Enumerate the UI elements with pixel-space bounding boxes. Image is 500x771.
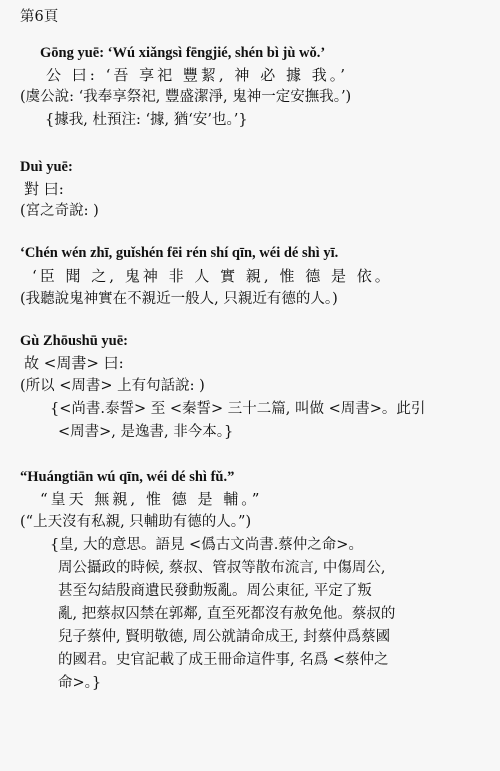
note-line: <周書>, 是逸書, 非今本。} <box>58 424 234 440</box>
hanzi-line: ‘臣 聞 之, 鬼神 非 人 實 親, 惟 德 是 依。 <box>32 267 393 285</box>
pinyin-line: Gù Zhōushū yuē: <box>20 333 128 349</box>
note-line: 甚至勾結殷商遺民發動叛亂。周公東征, 平定了叛 <box>58 583 372 599</box>
hanzi-line: 故 <周書> 曰: <box>24 354 124 372</box>
note-line: 兒子蔡仲, 賢明敬德, 周公就請命成王, 封蔡仲爲蔡國 <box>58 629 391 645</box>
note-line: {據我, 杜預注: ‘據, 猶‘安’也。’} <box>45 112 248 128</box>
note-line: 周公攝政的時候, 蔡叔、管叔等散布流言, 中傷周公, <box>58 560 386 576</box>
note-line: {<尚書.泰誓> 至 <秦誓> 三十二篇, 叫做 <周書>。此引 <box>50 401 426 417</box>
paraphrase-line: (我聽說鬼神實在不親近一般人, 只親近有德的人。) <box>20 291 338 307</box>
note-line: {皇, 大的意思。語見 <僞古文尚書.蔡仲之命>。 <box>50 537 363 553</box>
hanzi-line: 公 曰: ‘吾 享祀 豐絜, 神 必 據 我。’ <box>46 66 349 84</box>
note-line: 的國君。史官記載了成王冊命這件事, 名爲 <蔡仲之 <box>58 652 389 668</box>
paraphrase-line: (“上天沒有私親, 只輔助有德的人。”) <box>20 514 252 530</box>
pinyin-line: “Huángtiān wú qīn, wéi dé shì fǔ.” <box>20 469 235 485</box>
paraphrase-line: (宮之奇說: ) <box>20 203 99 219</box>
hanzi-line: “皇天 無親, 惟 德 是 輔。” <box>40 490 263 508</box>
page-header: 第6頁 <box>20 9 59 25</box>
hanzi-line: 對 曰: <box>24 180 64 198</box>
paraphrase-line: (虞公說: ‘我奉享祭祀, 豐盛潔淨, 鬼神一定安撫我。’) <box>20 89 352 105</box>
pinyin-line: Duì yuē: <box>20 159 73 175</box>
note-line: 命>。} <box>58 675 102 691</box>
pinyin-line: Gōng yuē: ‘Wú xiǎngsì fēngjié, shén bì jù wǒ.’ <box>40 45 326 61</box>
note-line: 亂, 把蔡叔囚禁在郭鄰, 直至死都沒有赦免他。蔡叔的 <box>58 606 396 622</box>
pinyin-line: ‘Chén wén zhī, guǐshén fēi rén shí qīn, wéi dé shì yī. <box>20 245 339 261</box>
paraphrase-line: (所以 <周書> 上有句話說: ) <box>20 378 205 394</box>
